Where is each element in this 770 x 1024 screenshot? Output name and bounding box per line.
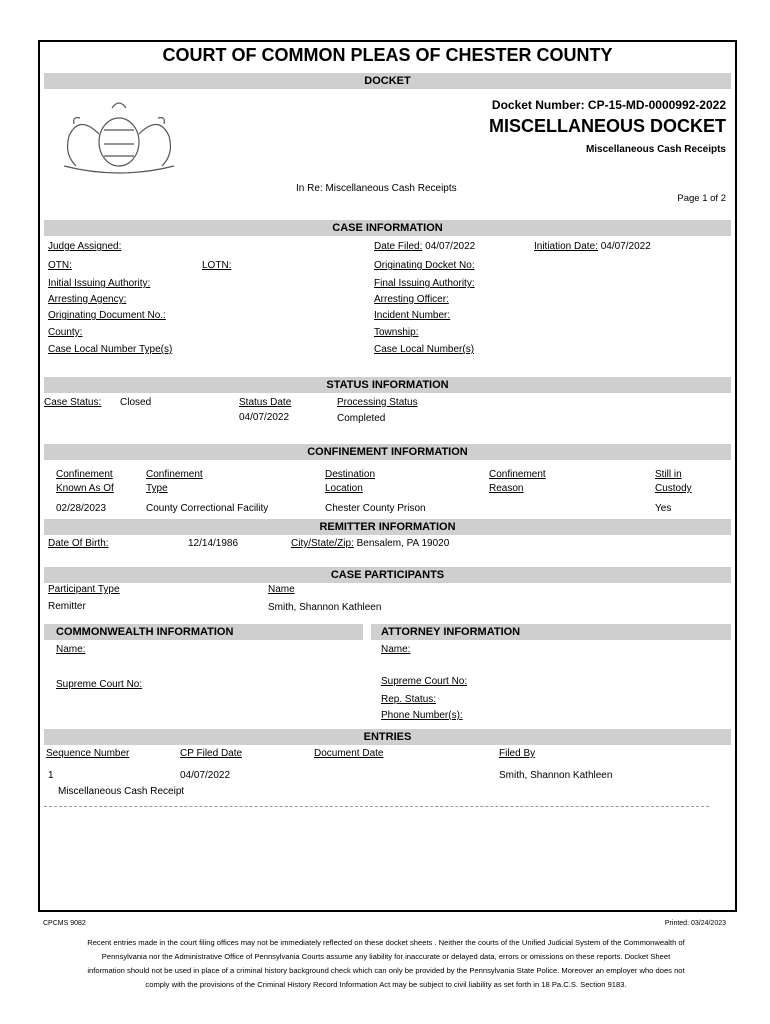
entries-bar: ENTRIES bbox=[44, 729, 731, 745]
confinement-known-line2: Known As Of bbox=[56, 483, 114, 494]
township-label: Township: bbox=[374, 327, 419, 338]
arresting-agency-label: Arresting Agency: bbox=[48, 294, 127, 305]
initiation-date-value: 04/07/2022 bbox=[600, 241, 651, 252]
court-title: COURT OF COMMON PLEAS OF CHESTER COUNTY bbox=[162, 45, 613, 65]
city-state-zip-value: Bensalem, PA 19020 bbox=[356, 538, 450, 549]
entry-filed-by: Smith, Shannon Kathleen bbox=[499, 770, 613, 781]
disclaimer: Recent entries made in the court filing offices may not be immediately reflected on these docket sheets . Neither the courts of the Unified Judicial System of the Commonwealth of Pennsylvania nor the Administrative Office of Pennsylvania Courts assume any liability for inaccurate or delayed data, errors or omissions on these reports. Docket Sheet information should not be used in place of a criminal history background check which can only be provided by the Pennsylvania State Police. Moreover an employer who does not comply with the provisions of the Criminal History Record Information Act may be subject to civil liability as set forth in 18 Pa.C.S. Section 9183. bbox=[87, 938, 685, 989]
document-date-label: Document Date bbox=[314, 748, 384, 759]
state-seal-icon bbox=[54, 94, 184, 176]
confinement-type-line2: Type bbox=[146, 483, 168, 494]
confinement-info-bar: CONFINEMENT INFORMATION bbox=[44, 444, 731, 460]
docket-number: Docket Number: CP-15-MD-0000992-2022 bbox=[491, 98, 726, 112]
participant-type-value: Remitter bbox=[48, 601, 86, 612]
attorney-name-label: Name: bbox=[381, 644, 411, 655]
filed-by-label: Filed By bbox=[499, 748, 536, 759]
attorney-info-bar: ATTORNEY INFORMATION bbox=[371, 624, 731, 640]
confinement-date: 02/28/2023 bbox=[56, 503, 107, 514]
commonwealth-name-label: Name: bbox=[56, 644, 86, 655]
confinement-reason-line1: Confinement bbox=[489, 469, 546, 480]
docket-type: MISCELLANEOUS DOCKET bbox=[488, 116, 726, 136]
entry-description: Miscellaneous Cash Receipt bbox=[58, 786, 185, 797]
attorney-supreme-label: Supreme Court No: bbox=[381, 676, 468, 687]
confinement-reason-line2: Reason bbox=[489, 483, 524, 494]
custody-value: Yes bbox=[655, 503, 672, 514]
originating-document-label: Originating Document No.: bbox=[48, 310, 166, 321]
initial-authority-label: Initial Issuing Authority: bbox=[48, 278, 151, 289]
date-filed-value: 04/07/2022 bbox=[425, 241, 476, 252]
confinement-type-value: County Correctional Facility bbox=[146, 503, 269, 514]
initiation-date-label: Initiation Date: bbox=[534, 241, 598, 252]
attorney-phone-label: Phone Number(s): bbox=[381, 710, 463, 721]
form-number: CPCMS 9082 bbox=[43, 920, 86, 927]
destination-line2: Location bbox=[325, 483, 363, 494]
incident-number-label: Incident Number: bbox=[374, 310, 451, 321]
status-info-bar: STATUS INFORMATION bbox=[44, 377, 731, 393]
initiation-date bbox=[534, 241, 651, 252]
destination-line1: Destination bbox=[325, 469, 376, 480]
page-number: Page 1 of 2 bbox=[677, 193, 726, 204]
arresting-officer-label: Arresting Officer: bbox=[374, 294, 449, 305]
destination-value: Chester County Prison bbox=[325, 503, 426, 514]
final-authority-label: Final Issuing Authority: bbox=[374, 278, 475, 289]
cp-filed-date-label: CP Filed Date bbox=[180, 748, 243, 759]
otn-label: OTN: bbox=[48, 260, 72, 271]
confinement-reason-header bbox=[489, 468, 546, 496]
status-date-label: Status Date bbox=[239, 397, 292, 408]
docket-page bbox=[38, 40, 737, 912]
commonwealth-info-bar: COMMONWEALTH INFORMATION bbox=[44, 624, 363, 640]
status-date-value: 04/07/2022 bbox=[239, 412, 290, 423]
custody-line1: Still in bbox=[655, 469, 682, 480]
participant-name-label: Name bbox=[268, 584, 295, 595]
printed-date: Printed: 03/24/2023 bbox=[664, 920, 726, 927]
date-filed bbox=[374, 241, 475, 252]
dob-label: Date Of Birth: bbox=[48, 538, 109, 549]
docket-subtitle: Miscellaneous Cash Receipts bbox=[585, 144, 726, 155]
confinement-type-line1: Confinement bbox=[146, 469, 203, 480]
remitter-info-bar: REMITTER INFORMATION bbox=[44, 519, 731, 535]
date-filed-label: Date Filed: bbox=[374, 241, 423, 252]
dob-value: 12/14/1986 bbox=[188, 538, 239, 549]
docket-bar: DOCKET bbox=[44, 73, 731, 89]
case-status-value: Closed bbox=[120, 397, 152, 408]
entry-sequence: 1 bbox=[48, 770, 54, 781]
judge-label: Judge Assigned: bbox=[48, 241, 122, 252]
in-re: In Re: Miscellaneous Cash Receipts bbox=[296, 183, 457, 194]
commonwealth-supreme-label: Supreme Court No: bbox=[56, 679, 143, 690]
participant-name-value: Smith, Shannon Kathleen bbox=[268, 602, 382, 613]
processing-status-label: Processing Status bbox=[337, 397, 418, 408]
case-local-numbers-label: Case Local Number(s) bbox=[374, 344, 475, 355]
city-state-zip-label: City/State/Zip: bbox=[291, 538, 354, 549]
confinement-type-header bbox=[146, 468, 203, 496]
entry-cp-date: 04/07/2022 bbox=[180, 770, 231, 781]
lotn-label: LOTN: bbox=[202, 260, 232, 271]
custody-header bbox=[655, 468, 692, 496]
custody-line2: Custody bbox=[655, 483, 692, 494]
destination-header bbox=[325, 468, 375, 496]
participant-type-label: Participant Type bbox=[48, 584, 120, 595]
case-status-label: Case Status: bbox=[44, 397, 102, 408]
city-state-zip bbox=[291, 538, 449, 549]
originating-docket-label: Originating Docket No: bbox=[374, 260, 475, 271]
case-participants-bar: CASE PARTICIPANTS bbox=[44, 567, 731, 583]
attorney-rep-status-label: Rep. Status: bbox=[381, 694, 437, 705]
sequence-number-label: Sequence Number bbox=[46, 748, 130, 759]
case-local-type-label: Case Local Number Type(s) bbox=[48, 344, 173, 355]
confinement-known-line1: Confinement bbox=[56, 469, 113, 480]
confinement-known-header bbox=[56, 468, 114, 496]
entries-divider bbox=[44, 806, 709, 807]
processing-status-value: Completed bbox=[337, 413, 386, 424]
case-info-bar: CASE INFORMATION bbox=[44, 220, 731, 236]
county-label: County: bbox=[48, 327, 83, 338]
